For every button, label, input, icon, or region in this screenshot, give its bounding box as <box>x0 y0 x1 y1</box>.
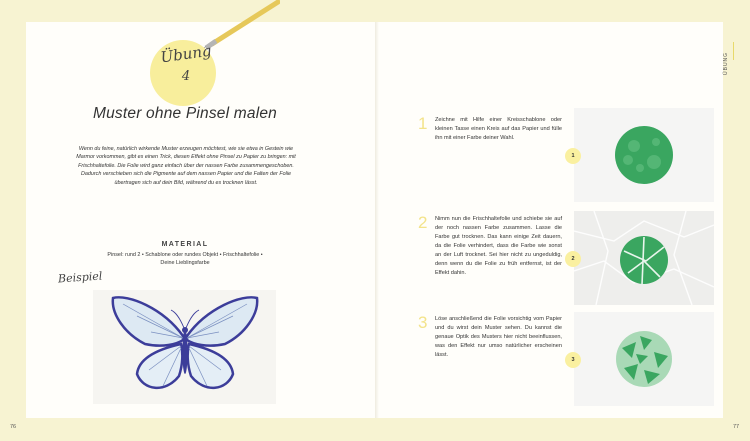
step-number: 3 <box>418 313 428 332</box>
butterfly-illustration <box>93 290 276 404</box>
butterfly-icon <box>93 290 276 404</box>
plastic-wrap-on-paint <box>574 211 714 305</box>
material-list: Pinsel: rund 2 • Schablone oder rundes Objekt • Frischhaltefolie • Deine Lieblingsfarbe <box>107 252 263 266</box>
material-heading: MATERIAL <box>161 241 209 248</box>
intro-paragraph: Wenn du feine, natürlich wirkende Muster erzeugen möchtest, wie sie etwa in Gestein wie Marmor vorkommen, gibt es einen Trick, diesen Effekt ohne Pinsel zu Papier zu bringen: mit Frischhaltefolie. Die Folie wird ganz einfach über der nassen Farbe zusammengeschoben. Dadurch verschieben sich die Pigmente auf dem nassen Papier und die Falten der Folie übertragen sich auf dein Bild, während du es trocknen lässt. <box>76 146 296 186</box>
step-badge: 1 <box>565 148 581 164</box>
step-text: Löse anschließend die Folie vorsichtig vom Papier und du wirst dein Muster sehen. Du kannst die genaue Optik des Musters hier nicht beeinflussen, was den Effekt nur umso natürlicher erscheinen lässt. <box>435 316 562 358</box>
step-text: Nimm nun die Frischhaltefolie und schiebe sie auf der noch nassen Farbe zusammen. Lasse die Farbe gut trocknen. Das kann einige Zeit dauern, da die Folie verhindert, dass die Farbe wie sonst an der Luft trocknet. Sei hier nicht zu ungeduldig, denn wenn du die Folie zu früh entfernst, ist der Effekt dahin. <box>435 216 562 276</box>
green-circle-painted <box>574 108 714 202</box>
step-badge: 3 <box>565 352 581 368</box>
step-image-2 <box>574 211 714 305</box>
step-badge: 2 <box>565 251 581 267</box>
page-number-left: 76 <box>10 424 17 430</box>
patterned-green-circle <box>574 312 714 406</box>
step-image-1 <box>574 108 714 202</box>
step-number: 1 <box>418 114 428 133</box>
side-tab-label: ÜBUNG <box>723 51 729 75</box>
step-text: Zeichne mit Hilfe einer Kreisschablone oder kleinen Tasse einen Kreis auf das Papier und fülle ihn mit einer Farbe deiner Wahl. <box>435 117 562 141</box>
page-number-right: 77 <box>733 424 740 430</box>
exercise-badge-number: 4 <box>181 69 191 84</box>
step-image-3 <box>574 312 714 406</box>
book-gutter <box>375 22 379 418</box>
page-title: Muster ohne Pinsel malen <box>92 105 277 122</box>
example-label: Beispiel <box>57 269 103 286</box>
exercise-badge-word: Übung <box>159 41 213 67</box>
side-tab-line <box>733 42 734 60</box>
step-number: 2 <box>418 213 428 232</box>
